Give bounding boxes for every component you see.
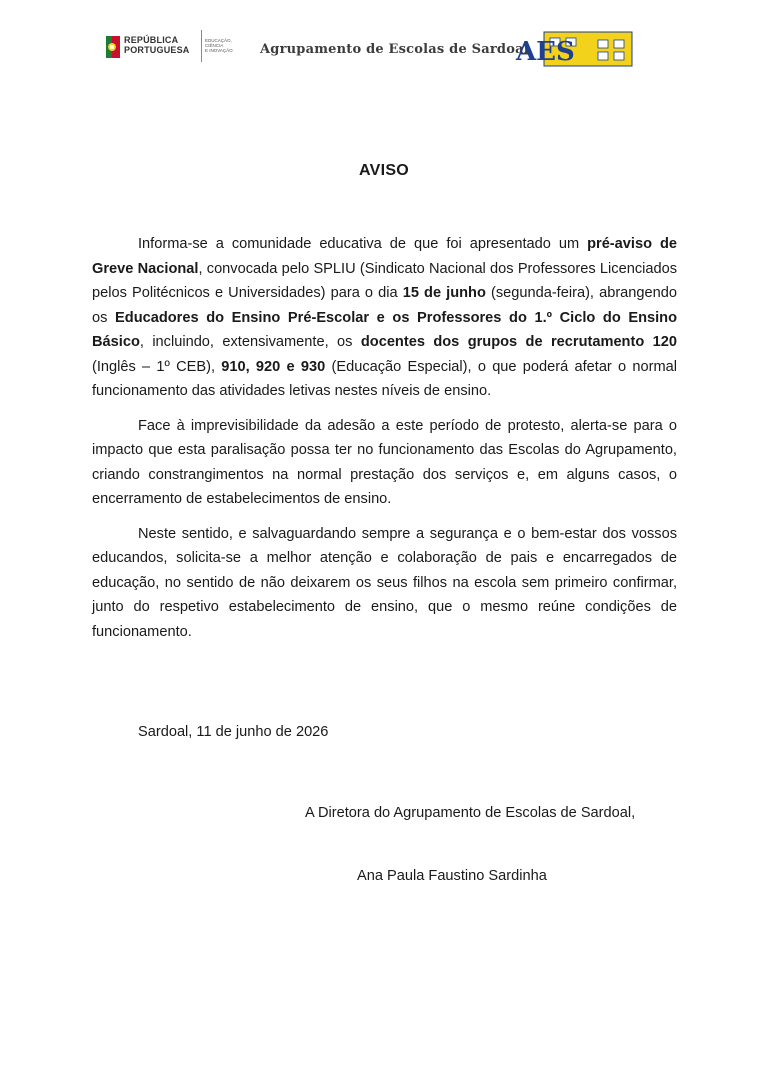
letterhead (104, 26, 636, 70)
notice-body (92, 232, 677, 654)
text-run: Face à imprevisibilidade da adesão a este período de protesto, alerta-se para o impacto que esta paralisação possa ter no funcionamento das Escolas do Agrupamento, criando constrangimentos na normal prestação dos serviços e, em alguns casos, o encerramento de estabelecimentos de ensino. (92, 417, 677, 507)
signer-name: Ana Paula Faustino Sardinha (357, 868, 547, 884)
date-line: Sardoal, 11 de junho de 2026 (138, 724, 329, 740)
bold-text: 15 de junho (402, 285, 486, 301)
aes-logo-text: AES (516, 37, 575, 67)
logo-divider (201, 30, 202, 62)
school-name: Agrupamento de Escolas de Sardoal (260, 42, 529, 57)
bold-text: 910, 920 e 930 (221, 358, 326, 375)
ministry-line1: EDUCAÇÃO, CIÊNCIA (205, 38, 232, 48)
gov-logo-line2: PORTUGUESA (124, 45, 190, 55)
ministry-label (205, 38, 235, 53)
text-run: (Educação Especial), o que poderá afetar o normal funcionamento das atividades letivas nestes níveis de ensino. (92, 358, 678, 399)
bold-text: docentes dos grupos de recrutamento 120 (360, 334, 677, 350)
paragraph-1 (92, 232, 677, 404)
gov-logo-text (124, 35, 190, 55)
bold-text: pré-aviso de Greve Nacional (92, 236, 677, 277)
aes-school-logo (514, 26, 636, 68)
text-run: Informa-se a comunidade educativa de que foi apresentado um (138, 236, 588, 252)
signoff: A Diretora do Agrupamento de Escolas de Sardoal, (305, 805, 636, 821)
ministry-line2: E INOVAÇÃO (205, 48, 233, 53)
text-run: , convocada pelo SPLIU (Sindicato Nacional dos Professores Licenciados pelos Politécnicos e Universidades) para o dia (92, 260, 678, 301)
republica-portuguesa-logo (104, 30, 200, 66)
text-run: , incluindo, extensivamente, os (139, 334, 361, 350)
text-run: Neste sentido, e salvaguardando sempre a segurança e o bem-estar dos vossos educandos, solicita-se a melhor atenção e colaboração de pais e encarregados de educação, no sentido de não deixarem os seus filhos na escola sem primeiro confirmar, junto do respetivo estabelecimento de ensino, que o mesmo reúne condições de funcionamento. (92, 525, 677, 640)
text-run: (Inglês – 1º CEB), (92, 358, 222, 375)
paragraph-3 (92, 522, 677, 645)
text-run: (segunda-feira), abrangendo os (92, 285, 677, 326)
paragraph-2 (92, 414, 677, 512)
gov-logo-line1: REPÚBLICA (124, 35, 179, 45)
bold-text: Educadores do Ensino Pré-Escolar e os Professores do 1.º Ciclo do Ensino Básico (92, 309, 678, 350)
portuguese-emblem-icon (106, 36, 120, 58)
notice-title: AVISO (358, 162, 410, 179)
